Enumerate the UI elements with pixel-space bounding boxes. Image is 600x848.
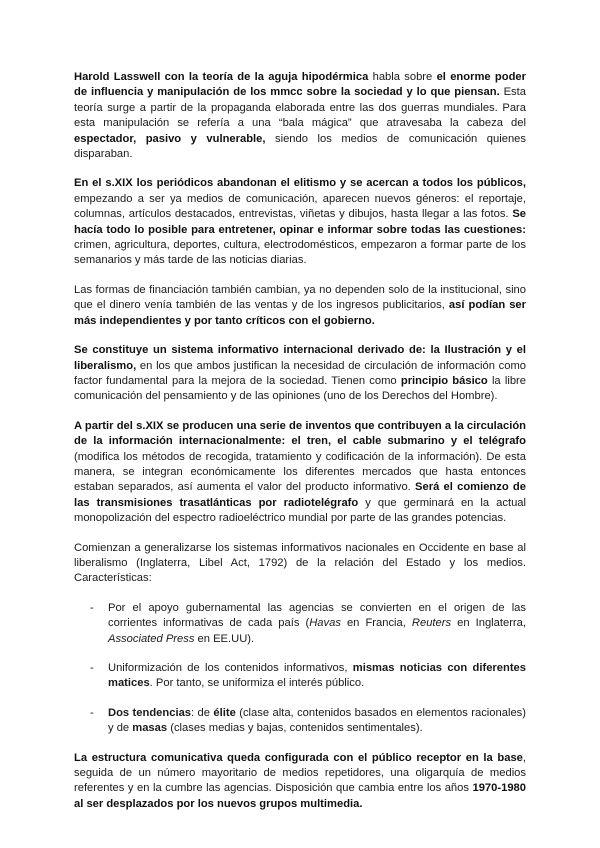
bold-text: espectador, pasivo y vulnerable, <box>74 132 266 145</box>
text-run: : de <box>191 706 214 719</box>
text-run: Esta teoría surge a partir de la propaganda elaborada entre las dos guerras mundiales. Para esta manipulación se refería a una “bala mágica” que atravesaba la cabeza del <box>74 86 526 130</box>
text-run: la libre comunicación del pensamiento y de las opiniones (uno de los Derechos del Hombre). <box>74 374 526 403</box>
bold-text: mismas noticias con diferentes matices <box>108 662 526 690</box>
text-run: en Inglaterra, <box>451 617 526 630</box>
paragraph-sistemas-nacionales <box>74 541 526 587</box>
text-run: en los que ambos justifican la necesidad de circulación de información como factor fundamental para la mejora de la sociedad. Tienen como <box>74 359 526 387</box>
bold-text: principio básico <box>400 374 488 387</box>
list-item-text <box>108 662 526 689</box>
text-run: en Francia, <box>340 617 412 630</box>
text-run: en EE.UU). <box>194 632 255 645</box>
bold-text: élite <box>213 706 236 719</box>
text-run: Por el apoyo gubernamental las agencias se convierten en el origen de las corrientes informativas de cada país ( <box>108 601 526 630</box>
italic-text: Reuters <box>411 617 452 630</box>
bold-text: Se hacía todo lo posible para entretener, opinar e informar sobre todas las cuestiones: <box>74 208 526 236</box>
caracteristicas-list <box>74 601 526 737</box>
paragraph-financiacion <box>74 283 526 329</box>
bold-text: Será el comienzo de las transmisiones trasatlánticas por radiotelégrafo <box>74 481 526 509</box>
paragraph-estructura <box>74 751 526 813</box>
paragraph-periodicos-sxix <box>74 176 526 268</box>
paragraph-sistema-internacional <box>74 343 526 405</box>
list-item-tendencias <box>74 706 526 737</box>
text-run: crimen, agricultura, deportes, cultura, electrodomésticos, empezaron a formar parte de los semanarios y más tarde de las noticias diarias. <box>74 239 526 267</box>
italic-text: Havas <box>309 617 341 630</box>
text-run: (modifica los métodos de recogida, tratamiento y codificación de la información). De esta manera, se integran económicamente los diferentes mercados que hasta entonces estaban separados, así aumenta el valor del producto informativo. <box>74 450 526 494</box>
bold-text: En el s.XIX los periódicos abandonan el elitismo y se acercan a todos los públicos, <box>74 177 526 190</box>
bold-text: Se constituye un sistema informativo internacional derivado de: la Ilustración y el liberalismo, <box>74 344 526 372</box>
text-run: empezando a ser ya medios de comunicación, aparecen nuevos géneros: el reportaje, columnas, artículos destacados, entrevistas, viñetas y dibujos, hasta llegar a las fotos. <box>74 192 526 221</box>
paragraph-lasswell <box>74 70 526 162</box>
bold-text: masas <box>132 722 168 735</box>
paragraph-inventos <box>74 419 526 527</box>
list-item-text <box>108 707 526 734</box>
text-run: Las formas de financiación también cambian, ya no dependen solo de la institucional, sino que el dinero venía también de las ventas y de los ingresos publicitarios, <box>74 283 526 312</box>
bold-text: A partir del s.XIX se producen una serie de inventos que contribuyen a la circulación de la información internacionalmente: el tren, el cable submarino y el telégrafo <box>74 419 526 448</box>
text-run: , seguida de un número mayoritario de medios repetidores, una oligarquía de medios referentes y en la cumbre las agencias. Disposición que cambia entre los años <box>74 751 526 795</box>
text-run: Uniformización de los contenidos informativos, <box>108 662 353 674</box>
list-item-agencias <box>74 601 526 647</box>
document-page <box>74 70 526 826</box>
text-run: Comienzan a generalizarse los sistemas informativos nacionales en Occidente en base al liberalismo (Inglaterra, Libel Act, 1792) de la relación del Estado y los medios. Características: <box>74 541 526 585</box>
list-dash: - <box>90 706 94 719</box>
text-run: (clases medias y bajas, contenidos sentimentales). <box>167 722 423 735</box>
bold-text: el enorme poder de influencia y manipulación de los mmcc sobre la sociedad y lo que piensan. <box>74 71 526 99</box>
list-dash: - <box>90 601 94 614</box>
bold-text: 1970-1980 al ser desplazados por los nuevos grupos multimedia. <box>74 782 526 810</box>
bold-text: Dos tendencias <box>108 706 192 719</box>
bold-text: Harold Lasswell con la teoría de la aguja hipodérmica <box>74 71 369 83</box>
list-item-uniformizacion <box>74 661 526 692</box>
text-run: siendo los medios de comunicación quienes disparaban. <box>74 132 526 161</box>
list-dash: - <box>90 662 94 674</box>
text-run: y que germinará en la actual monopolización del espectro radioeléctrico mundial por parte de las grandes potencias. <box>74 496 527 525</box>
bold-text: La estructura comunicativa queda configurada con el público receptor en la base <box>74 751 523 764</box>
text-run: (clase alta, contenidos basados en elementos racionales) y de <box>108 706 526 735</box>
bold-text: así podían ser más independientes y por tanto críticos con el gobierno. <box>74 299 527 327</box>
italic-text: Associated Press <box>108 632 195 645</box>
text-run: habla sobre <box>368 71 437 83</box>
text-run: . Por tanto, se uniformiza el interés público. <box>149 677 365 690</box>
list-item-text <box>108 602 526 645</box>
